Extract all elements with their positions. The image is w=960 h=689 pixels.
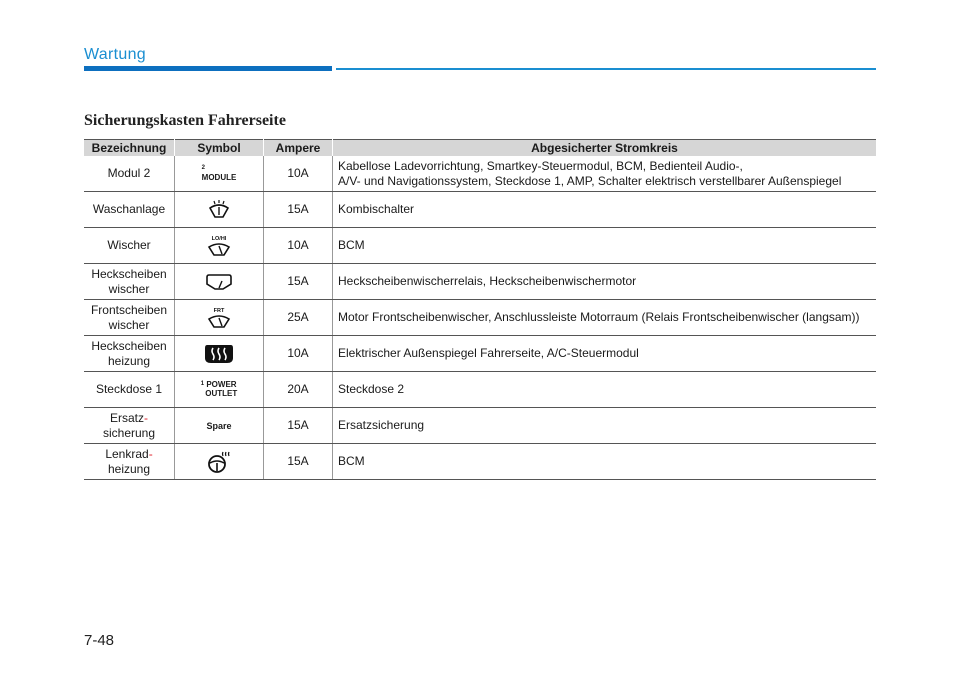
fuse-name (84, 264, 175, 300)
heated-steering-wheel-icon (206, 450, 232, 474)
table-row (84, 264, 876, 300)
table-header-row (84, 140, 876, 157)
module-2-text-icon (175, 156, 264, 192)
table-row (84, 336, 876, 372)
chapter-bar-thin (336, 68, 876, 70)
symbol-text: POWER (206, 379, 237, 389)
fuse-ampere: 10A (264, 156, 333, 192)
fuse-circuit: BCM (333, 444, 877, 480)
table-row (84, 444, 876, 480)
table-row (84, 300, 876, 336)
fuse-name (84, 336, 175, 372)
fuse-name-line: wischer (108, 281, 150, 296)
spare-text-icon (175, 408, 264, 444)
fuse-circuit: Heckscheibenwischerrelais, Heckscheibenwischermotor (333, 264, 877, 300)
fuse-name-line: wischer (108, 317, 150, 332)
symbol-text: Spare (206, 421, 232, 431)
fuse-circuit (333, 156, 877, 192)
fuse-circuit: Kombischalter (333, 192, 877, 228)
hyphenation-mark: - (144, 410, 148, 425)
circuit-line: Kabellose Ladevorrichtung, Smartkey-Steuermodul, BCM, Bedienteil Audio-, (338, 158, 743, 173)
fuse-ampere: 15A (264, 192, 333, 228)
fuse-name: Steckdose 1 (84, 372, 175, 408)
fuse-circuit: Motor Frontscheibenwischer, Anschlussleiste Motorraum (Relais Frontscheibenwischer (langsam)) (333, 300, 877, 336)
hyphenation-mark: - (148, 446, 153, 461)
table-row (84, 228, 876, 264)
fuse-name-line: Heckscheiben (91, 338, 167, 353)
chapter-bar-thick (84, 66, 332, 71)
col-header-symbol: Symbol (175, 140, 264, 157)
fuse-name-line: Lenkrad (105, 446, 149, 461)
page-number: 7-48 (84, 632, 115, 649)
rear-defrost-icon (203, 342, 235, 366)
symbol-superscript: 1 (200, 380, 205, 387)
fuse-ampere: 15A (264, 408, 333, 444)
fuse-name (84, 300, 175, 336)
circuit-line: A/V- und Navigationssystem, Steckdose 1, AMP, Schalter elektrisch verstellbarer Außenspiegel (338, 173, 842, 188)
wiper-mode-label: LO/HI (211, 235, 227, 242)
fuse-ampere: 15A (264, 264, 333, 300)
fuse-name: Modul 2 (84, 156, 175, 192)
fuse-ampere: 15A (264, 444, 333, 480)
table-row (84, 408, 876, 444)
col-header-ampere: Ampere (264, 140, 333, 157)
fuse-name (84, 408, 175, 444)
fuse-table (84, 139, 876, 480)
fuse-ampere: 25A (264, 300, 333, 336)
table-row (84, 156, 876, 192)
table-row (84, 372, 876, 408)
col-header-circuit: Abgesicherter Stromkreis (333, 140, 877, 157)
fuse-circuit: Elektrischer Außenspiegel Fahrerseite, A/C-Steuermodul (333, 336, 877, 372)
fuse-name-line: Ersatz (109, 410, 144, 425)
fuse-ampere: 20A (264, 372, 333, 408)
rear-wiper-icon (205, 272, 233, 292)
fuse-ampere: 10A (264, 336, 333, 372)
fuse-name-line: Heckscheiben (91, 266, 167, 281)
fuse-name-line: heizung (107, 461, 151, 476)
symbol-superscript: 2 (201, 164, 205, 171)
washer-icon (207, 200, 231, 220)
fuse-name-line: heizung (107, 353, 151, 368)
fuse-name-line: sicherung (102, 425, 156, 440)
wiper-lo-hi-icon (206, 234, 232, 258)
front-wiper-icon (206, 306, 232, 330)
col-header-name: Bezeichnung (84, 140, 175, 157)
fuse-circuit: Ersatzsicherung (333, 408, 877, 444)
fuse-circuit: Steckdose 2 (333, 372, 877, 408)
table-row (84, 192, 876, 228)
fuse-ampere: 10A (264, 228, 333, 264)
section-title: Sicherungskasten Fahrerseite (84, 112, 286, 129)
symbol-text: MODULE (201, 172, 237, 182)
fuse-name (84, 444, 175, 480)
symbol-text: OUTLET (205, 388, 238, 398)
chapter-title: Wartung (84, 46, 146, 63)
fuse-name: Waschanlage (84, 192, 175, 228)
fuse-circuit: BCM (333, 228, 877, 264)
wiper-front-label: FRT (213, 307, 225, 314)
power-outlet-text-icon (175, 372, 264, 408)
fuse-name: Wischer (84, 228, 175, 264)
fuse-name-line: Frontscheiben (90, 302, 168, 317)
